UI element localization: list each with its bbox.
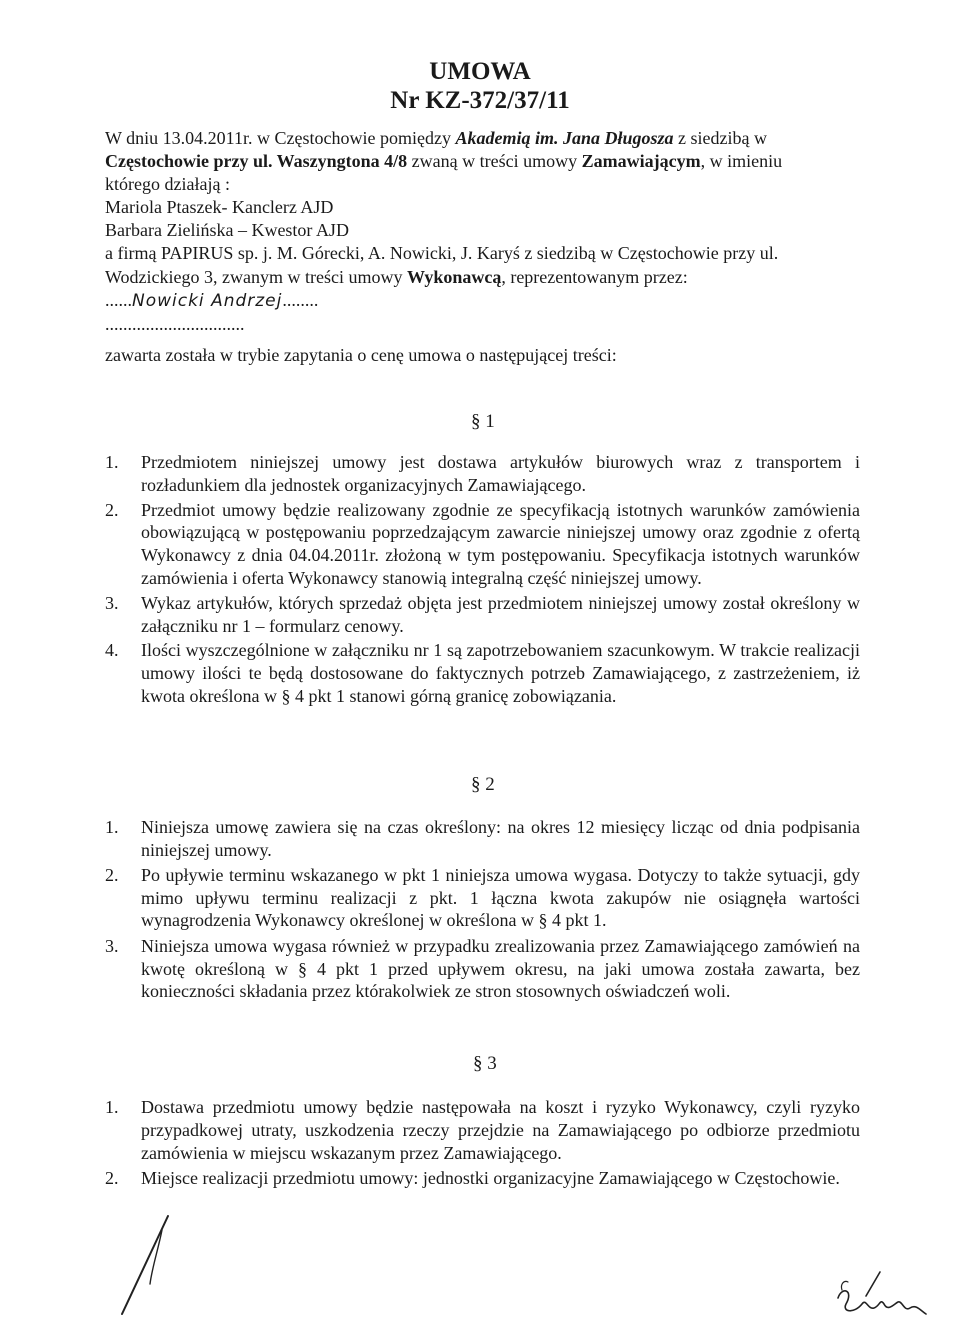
- dotted-line: ...............................: [105, 313, 245, 334]
- intro-block: [105, 127, 865, 336]
- item-number: 3.: [105, 935, 119, 956]
- item-number: 2.: [105, 499, 119, 520]
- item-text: Przedmiotem niniejszej umowy jest dostawa artykułów biurowych wraz z transportem i rozładunkiem dla jednostek organizacyjnych Zamawiającego.: [141, 452, 860, 495]
- representative-1: Mariola Ptaszek- Kanclerz AJD: [105, 197, 334, 218]
- list-item: [105, 639, 860, 707]
- intro-text: Wodzickiego 3, zwanym w treści umowy: [105, 266, 407, 287]
- intro-text: zwaną w treści umowy: [407, 151, 582, 172]
- list-item: [105, 864, 860, 932]
- list-item: [105, 1167, 860, 1190]
- intro-text: , w imieniu: [700, 151, 783, 172]
- item-text: Niniejsza umowę zawiera się na czas określony: na okres 12 miesięcy licząc od dnia podpisania niniejszej umowy.: [141, 817, 860, 860]
- intro-line-3: którego działają :: [105, 174, 230, 195]
- list-item: [105, 451, 860, 497]
- intro-line-1: [105, 127, 865, 150]
- document-title: UMOWA: [429, 58, 531, 85]
- item-number: 3.: [105, 592, 119, 613]
- role-client: Zamawiającym: [581, 151, 701, 172]
- intro-line-2: [105, 150, 865, 173]
- item-text: Dostawa przedmiotu umowy będzie następowała na koszt i ryzyko Wykonawcy, czyli ryzyko przypadkowej utraty, uszkodzenia rzeczy przejdzie na Zamawiającego po odbiorze przedmiotu zamówienia w miejscu wskazanym przez Zamawiającego.: [141, 1097, 860, 1163]
- dotted-fill: ........: [282, 289, 319, 310]
- list-item: [105, 1096, 860, 1165]
- list-item: [105, 592, 860, 638]
- item-number: 1.: [105, 452, 119, 472]
- section-1-list: [105, 451, 860, 710]
- item-text: Po upływie terminu wskazanego w pkt 1 niniejsza umowa wygasa. Dotyczy to także sytuacji, gdy mimo upływu terminu realizacji z pkt. 1 łączna kwota zakupów nie osiągnęła wartości wynagrodzenia Wykonawcy określonej w określona w § 4 pkt 1.: [141, 865, 860, 931]
- item-text: Miejsce realizacji przedmiotu umowy: jednostki organizacyjne Zamawiającego w Częstochowie.: [141, 1168, 840, 1188]
- intro-line-6: a firmą PAPIRUS sp. j. M. Górecki, A. Nowicki, J. Karyś z siedzibą w Częstochowie przy ul.: [105, 243, 779, 264]
- intro-line-7: [105, 266, 865, 289]
- item-number: 2.: [105, 865, 119, 886]
- item-text: Ilości wyszczególnione w załączniku nr 1 są zapotrzebowaniem szacunkowym. W trakcie realizacji umowy ilości te będą dostosowane do faktycznych potrzeb Zamawiającego, z zastrzeżeniem, iż kwota określona w § 4 pkt 1 stanowi górną granicę zobowiązania.: [141, 640, 860, 706]
- section-1-heading: § 1: [471, 411, 495, 432]
- item-text: Wykaz artykułów, których sprzedaż objęta jest przedmiotem niniejszej umowy został określony w załączniku nr 1 – formularz cenowy.: [141, 592, 860, 636]
- handwritten-representative: Nowicki Andrzej: [132, 290, 283, 311]
- academy-address: Częstochowie przy ul. Waszyngtona 4/8: [105, 151, 408, 172]
- academy-name: Akademią im. Jana Długosza: [455, 128, 674, 148]
- dotted-fill: ......: [105, 289, 132, 310]
- left-initial-signature: [108, 1210, 178, 1320]
- document-number: Nr KZ-372/37/11: [390, 87, 570, 114]
- intro-text: W dniu 13.04.2011r. w Częstochowie pomiędzy: [105, 128, 456, 148]
- intro-text: , reprezentowanym przez:: [501, 266, 688, 287]
- list-item: [105, 816, 860, 861]
- role-contractor: Wykonawcą: [406, 266, 502, 287]
- item-number: 1.: [105, 1097, 119, 1117]
- item-text: Przedmiot umowy będzie realizowany zgodnie ze specyfikacją istotnych warunków zamówienia obowiązującą w postępowaniu poprzedzającym zawarcie niniejszej umowy oraz zgodnie z ofertą Wykonawcy z dnia 04.04.2011r. złożoną w tym postępowaniu. Specyfikacja istotnych warunków zamówienia i oferta Wykonawcy stanowią integralną część niniejszej umowy.: [141, 499, 860, 588]
- list-item: [105, 499, 860, 590]
- representative-2: Barbara Zielińska – Kwestor AJD: [105, 220, 349, 241]
- item-number: 4.: [105, 640, 119, 661]
- preamble: zawarta została w trybie zapytania o cenę umowa o następującej treści:: [105, 345, 617, 365]
- item-number: 2.: [105, 1168, 119, 1188]
- item-number: 1.: [105, 817, 119, 837]
- section-2-list: [105, 816, 860, 1006]
- intro-text: z siedzibą w: [673, 128, 767, 148]
- section-2-heading: § 2: [471, 774, 495, 795]
- list-item: [105, 935, 860, 1003]
- section-3-list: [105, 1096, 860, 1192]
- right-signature: [832, 1268, 932, 1322]
- representative-handwritten-line: [105, 289, 865, 313]
- section-3-heading: § 3: [473, 1053, 497, 1074]
- item-text: Niniejsza umowa wygasa również w przypadku zrealizowania przez Zamawiającego zamówień na kwotę określoną w § 4 pkt 1 przed upływem okresu, na jaki umowa została zawarta, bez konieczności składania przez którakolwiek ze stron stosownych oświadczeń woli.: [141, 935, 860, 1002]
